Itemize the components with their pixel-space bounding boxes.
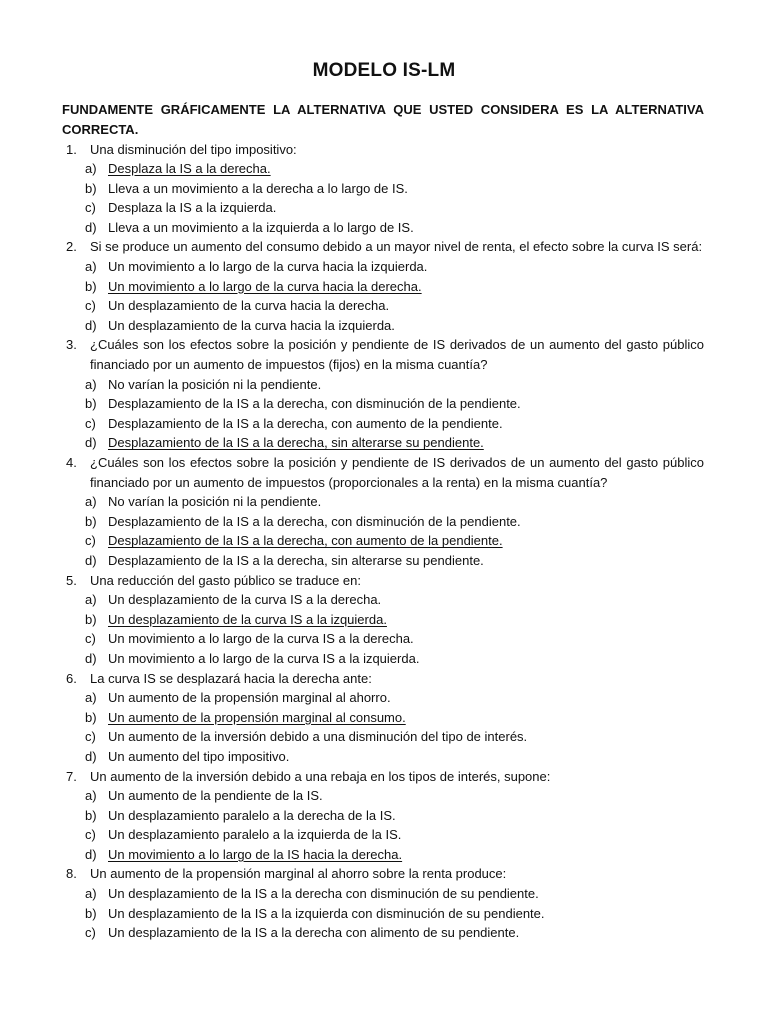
option-text: Un desplazamiento de la IS a la derecha con disminución de su pendiente. bbox=[108, 886, 539, 902]
answer-option bbox=[0, 198, 768, 218]
option-letter: a) bbox=[85, 376, 97, 392]
answer-option bbox=[0, 923, 768, 943]
question-row bbox=[0, 335, 768, 374]
question-text: ¿Cuáles son los efectos sobre la posición y pendiente de IS derivados de un aumento del gasto público financiado por un aumento de impuestos (proporcionales a la renta) en la misma cuantía? bbox=[90, 455, 704, 490]
question-item bbox=[0, 571, 768, 669]
option-letter: a) bbox=[85, 788, 97, 804]
answer-option bbox=[0, 218, 768, 238]
option-letter: d) bbox=[85, 748, 97, 764]
option-text: Desplazamiento de la IS a la derecha, con aumento de la pendiente. bbox=[108, 415, 503, 431]
option-text: Un desplazamiento de la curva hacia la derecha. bbox=[108, 298, 390, 314]
correct-option-text: Desplazamiento de la IS a la derecha, con aumento de la pendiente. bbox=[108, 533, 503, 549]
question-row bbox=[0, 140, 768, 160]
answer-option bbox=[0, 610, 768, 630]
option-text: Un desplazamiento paralelo a la derecha de la IS. bbox=[108, 807, 396, 823]
answer-option bbox=[0, 688, 768, 708]
answer-option bbox=[0, 629, 768, 649]
question-row bbox=[0, 571, 768, 591]
answer-option bbox=[0, 257, 768, 277]
option-text: No varían la posición ni la pendiente. bbox=[108, 376, 322, 392]
answer-option bbox=[0, 433, 768, 453]
option-text: Un movimiento a lo largo de la curva IS a la izquierda. bbox=[108, 650, 420, 666]
answer-option bbox=[0, 492, 768, 512]
question-item bbox=[0, 767, 768, 865]
option-text: Un aumento de la propensión marginal al ahorro. bbox=[108, 690, 391, 706]
question-item bbox=[0, 140, 768, 238]
answer-option bbox=[0, 531, 768, 551]
question-row bbox=[0, 237, 768, 257]
question-number: 7. bbox=[66, 768, 77, 784]
question-item bbox=[0, 669, 768, 767]
answer-option bbox=[0, 277, 768, 297]
option-text: Un desplazamiento de la curva hacia la izquierda. bbox=[108, 317, 395, 333]
page-title: MODELO IS-LM bbox=[312, 60, 456, 81]
question-row bbox=[0, 669, 768, 689]
option-letter: b) bbox=[85, 905, 97, 921]
option-letter: b) bbox=[85, 180, 97, 196]
question-text: Una reducción del gasto público se traduce en: bbox=[90, 572, 362, 588]
option-text: Desplaza la IS a la izquierda. bbox=[108, 200, 277, 216]
option-letter: c) bbox=[85, 533, 96, 549]
answer-option bbox=[0, 649, 768, 669]
question-text: La curva IS se desplazará hacia la derecha ante: bbox=[90, 670, 372, 686]
correct-option-text: Un movimiento a lo largo de la curva hacia la derecha. bbox=[108, 278, 422, 294]
option-text: Desplazamiento de la IS a la derecha, con disminución de la pendiente. bbox=[108, 396, 521, 412]
question-number: 4. bbox=[66, 455, 77, 470]
answer-option bbox=[0, 747, 768, 767]
option-letter: a) bbox=[85, 494, 97, 510]
answer-option bbox=[0, 590, 768, 610]
option-text: Lleva a un movimiento a la derecha a lo largo de IS. bbox=[108, 180, 408, 196]
correct-option-text: Un movimiento a lo largo de la IS hacia la derecha. bbox=[108, 846, 403, 862]
question-item bbox=[0, 453, 768, 571]
answer-option bbox=[0, 296, 768, 316]
answer-option bbox=[0, 727, 768, 747]
option-text: Lleva a un movimiento a la izquierda a lo largo de IS. bbox=[108, 219, 414, 235]
option-text: Desplazamiento de la IS a la derecha, con disminución de la pendiente. bbox=[108, 513, 521, 529]
question-row bbox=[0, 767, 768, 787]
question-item bbox=[0, 335, 768, 453]
option-letter: c) bbox=[85, 200, 96, 216]
option-letter: a) bbox=[85, 161, 97, 177]
option-letter: a) bbox=[85, 690, 97, 706]
question-text: Un aumento de la propensión marginal al ahorro sobre la renta produce: bbox=[90, 866, 507, 882]
option-text: Un aumento de la inversión debido a una disminución del tipo de interés. bbox=[108, 729, 528, 745]
question-number: 8. bbox=[66, 866, 77, 882]
option-letter: d) bbox=[85, 552, 97, 568]
option-letter: c) bbox=[85, 925, 96, 941]
correct-option-text: Un desplazamiento de la curva IS a la izquierda. bbox=[108, 611, 387, 627]
instructions: FUNDAMENTE GRÁFICAMENTE LA ALTERNATIVA QUE USTED CONSIDERA ES LA ALTERNATIVA CORRECTA. bbox=[62, 102, 704, 137]
question-number: 3. bbox=[66, 337, 77, 353]
option-text: Un desplazamiento de la IS a la izquierda con disminución de su pendiente. bbox=[108, 905, 545, 921]
answer-option bbox=[0, 394, 768, 414]
question-number: 5. bbox=[66, 572, 77, 588]
option-text: Un desplazamiento paralelo a la izquierda de la IS. bbox=[108, 827, 402, 843]
question-item bbox=[0, 237, 768, 335]
correct-option-text: Desplazamiento de la IS a la derecha, sin alterarse su pendiente. bbox=[108, 435, 484, 451]
question-number: 1. bbox=[66, 141, 77, 157]
option-letter: d) bbox=[85, 219, 97, 235]
option-letter: b) bbox=[85, 807, 97, 823]
question-text: Una disminución del tipo impositivo: bbox=[90, 141, 297, 157]
option-text: Un movimiento a lo largo de la curva hacia la izquierda. bbox=[108, 259, 428, 275]
answer-option bbox=[0, 159, 768, 179]
question-number: 6. bbox=[66, 670, 77, 686]
answer-option bbox=[0, 884, 768, 904]
option-letter: c) bbox=[85, 729, 96, 745]
option-letter: d) bbox=[85, 317, 97, 333]
option-text: Un desplazamiento de la curva IS a la derecha. bbox=[108, 592, 382, 608]
answer-option bbox=[0, 708, 768, 728]
answer-option bbox=[0, 786, 768, 806]
answer-option bbox=[0, 904, 768, 924]
option-letter: a) bbox=[85, 886, 97, 902]
option-letter: b) bbox=[85, 611, 97, 627]
option-text: Un aumento del tipo impositivo. bbox=[108, 748, 290, 764]
answer-option bbox=[0, 179, 768, 199]
answer-option bbox=[0, 806, 768, 826]
option-letter: b) bbox=[85, 513, 97, 529]
answer-option bbox=[0, 845, 768, 865]
question-row bbox=[0, 864, 768, 884]
option-letter: c) bbox=[85, 631, 96, 647]
option-text: No varían la posición ni la pendiente. bbox=[108, 494, 322, 510]
answer-option bbox=[0, 512, 768, 532]
question-text: Si se produce un aumento del consumo debido a un mayor nivel de renta, el efecto sobre la curva IS será: bbox=[90, 239, 703, 255]
option-letter: c) bbox=[85, 298, 96, 314]
option-text: Un desplazamiento de la IS a la derecha con alimento de su pendiente. bbox=[108, 925, 520, 941]
option-letter: d) bbox=[85, 846, 97, 862]
option-letter: c) bbox=[85, 827, 96, 843]
option-letter: b) bbox=[85, 709, 97, 725]
question-item bbox=[0, 864, 768, 942]
option-letter: b) bbox=[85, 396, 97, 412]
answer-option bbox=[0, 316, 768, 336]
option-letter: a) bbox=[85, 592, 97, 608]
answer-option bbox=[0, 375, 768, 395]
question-text: Un aumento de la inversión debido a una rebaja en los tipos de interés, supone: bbox=[90, 768, 551, 784]
option-letter: d) bbox=[85, 650, 97, 666]
answer-option bbox=[0, 551, 768, 571]
answer-option bbox=[0, 825, 768, 845]
question-row bbox=[0, 453, 768, 492]
option-letter: a) bbox=[85, 259, 97, 275]
option-letter: d) bbox=[85, 435, 97, 451]
option-text: Desplazamiento de la IS a la derecha, sin alterarse su pendiente. bbox=[108, 552, 484, 568]
option-letter: b) bbox=[85, 278, 97, 294]
option-text: Un aumento de la pendiente de la IS. bbox=[108, 788, 323, 804]
question-number: 2. bbox=[66, 239, 77, 255]
correct-option-text: Desplaza la IS a la derecha. bbox=[108, 161, 271, 177]
option-letter: c) bbox=[85, 415, 96, 431]
option-text: Un movimiento a lo largo de la curva IS a la derecha. bbox=[108, 631, 414, 647]
answer-option bbox=[0, 414, 768, 434]
correct-option-text: Un aumento de la propensión marginal al consumo. bbox=[108, 709, 406, 725]
question-list bbox=[0, 140, 768, 943]
question-text: ¿Cuáles son los efectos sobre la posición y pendiente de IS derivados de un aumento del gasto público financiado por un aumento de impuestos (fijos) en la misma cuantía? bbox=[90, 337, 704, 373]
